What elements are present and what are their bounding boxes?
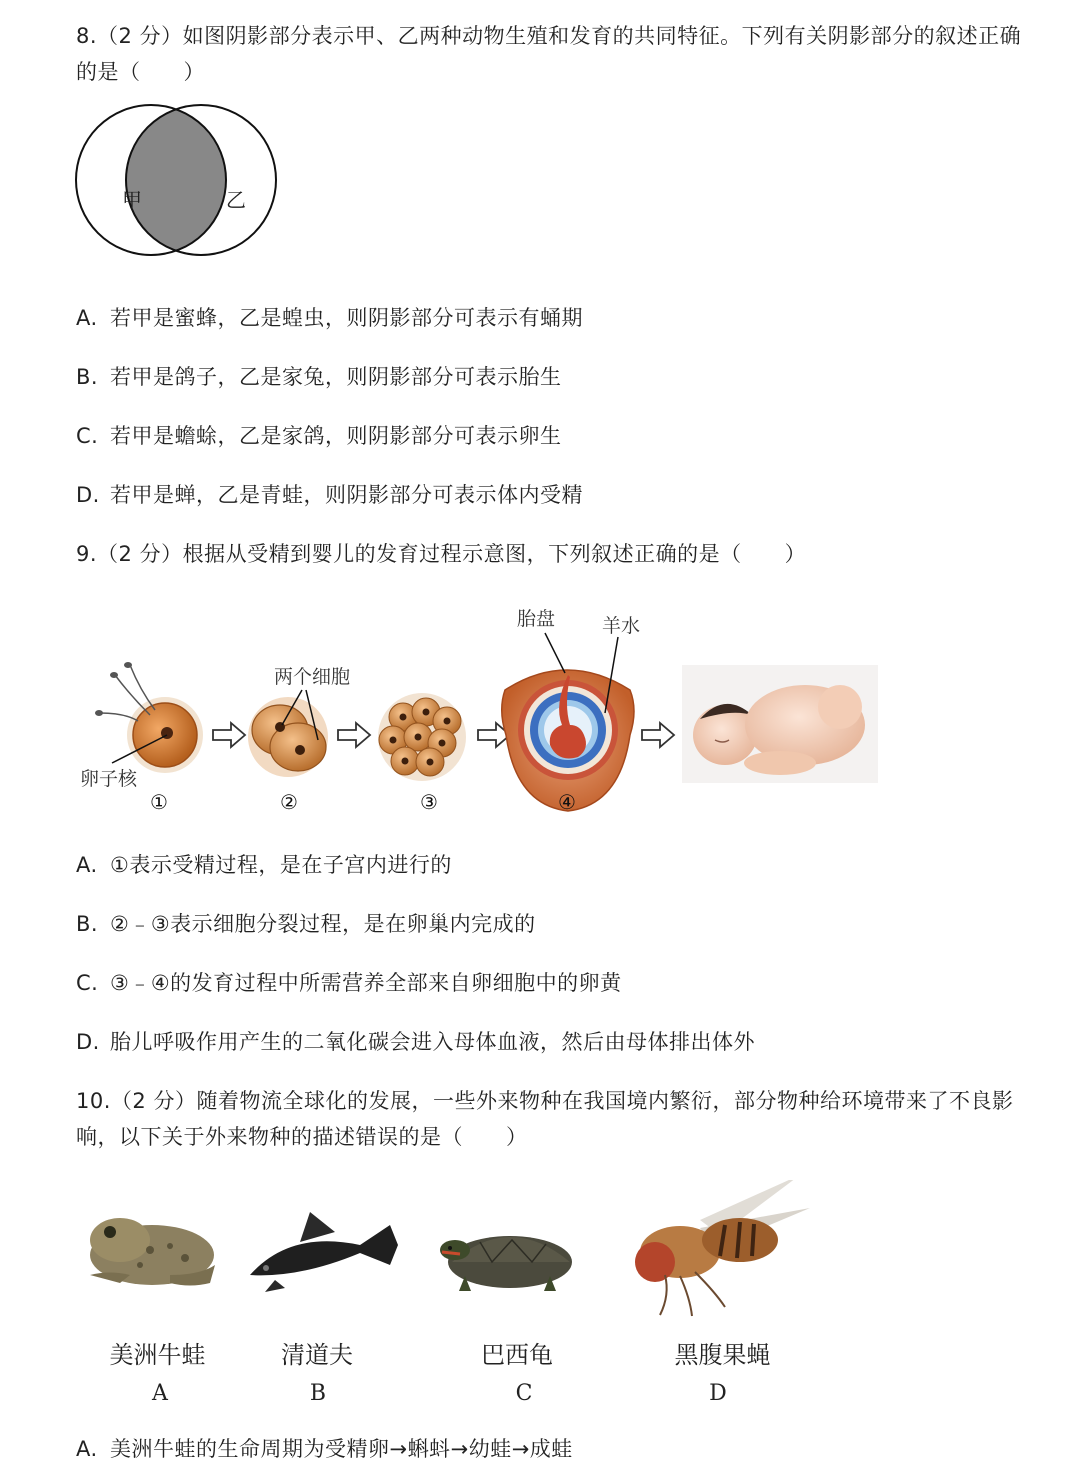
q9-option-d: D. 胎儿呼吸作用产生的二氧化碳会进入母体血液，然后由母体排出体外	[76, 1030, 755, 1054]
q10-stem-line1: 随着物流全球化的发展，一些外来物种在我国境内繁衍，部分物种给环境带来了不良影	[196, 1089, 1014, 1113]
label-two-cells: 两个细胞	[274, 666, 351, 688]
q10-option-a: A. 美洲牛蛙的生命周期为受精卵→蝌蚪→幼蛙→成蛙	[76, 1437, 573, 1461]
q8-number: 8.	[76, 24, 98, 48]
q8-stem-line1: 如图阴影部分表示甲、乙两种动物生殖和发育的共同特征。下列有关阴影部分的叙述正确	[182, 24, 1022, 48]
q9-stem	[76, 536, 1041, 572]
q8-option-b: B. 若甲是鸽子，乙是家兔，则阴影部分可表示胎生	[76, 365, 562, 389]
pleco-fish-image	[250, 1212, 398, 1292]
q10-stem-line2: 响，以下关于外来物种的描述错误的是（ ）	[76, 1125, 528, 1149]
arrow-2	[338, 723, 370, 747]
step-2: ②	[280, 790, 298, 814]
species-images	[70, 1180, 810, 1320]
arrow-1	[213, 723, 245, 747]
fertilized-egg	[95, 662, 203, 773]
species-letter-c: C	[515, 1381, 533, 1406]
step-1: ①	[150, 790, 168, 814]
q8-option-d: D. 若甲是蝉，乙是青蛙，则阴影部分可表示体内受精	[76, 483, 583, 507]
step-3: ③	[420, 790, 438, 814]
q8-option-a: A. 若甲是蜜蜂，乙是蝗虫，则阴影部分可表示有蛹期	[76, 306, 583, 330]
q9-stem-text: 根据从受精到婴儿的发育过程示意图，下列叙述正确的是（ ）	[182, 542, 807, 566]
q9-score: （2 分）	[97, 542, 183, 566]
q8-score: （2 分）	[97, 24, 183, 48]
q9-option-b: B. ②﹣③表示细胞分裂过程，是在卵巢内完成的	[76, 912, 536, 936]
venn-diagram	[70, 95, 290, 265]
label-placenta: 胎盘	[517, 608, 556, 630]
species-name-b: 清道夫	[281, 1341, 353, 1369]
step-4: ④	[558, 790, 576, 814]
development-diagram	[70, 595, 890, 825]
species-name-a: 美洲牛蛙	[109, 1341, 206, 1369]
bullfrog-image	[90, 1218, 215, 1286]
q9-option-c: C. ③﹣④的发育过程中所需营养全部来自卵细胞中的卵黄	[76, 971, 622, 995]
q9-option-a: A. ①表示受精过程，是在子宫内进行的	[76, 853, 452, 877]
venn-label-left: 甲	[122, 188, 142, 212]
venn-label-right: 乙	[226, 188, 246, 212]
q8-stem-line2: 的是（ ）	[76, 60, 205, 84]
turtle-image	[440, 1236, 572, 1291]
species-name-c: 巴西龟	[481, 1341, 553, 1369]
baby-image	[682, 665, 878, 783]
morula	[378, 693, 466, 781]
label-amniotic: 羊水	[602, 615, 641, 637]
species-letter-a: A	[152, 1381, 168, 1406]
fruit-fly-image	[635, 1180, 810, 1316]
species-name-d: 黑腹果蝇	[674, 1341, 771, 1369]
label-nucleus: 卵子核	[80, 768, 138, 790]
q8-stem	[76, 18, 1041, 90]
arrow-4	[642, 723, 674, 747]
q9-number: 9.	[76, 542, 98, 566]
species-letter-d: D	[709, 1381, 727, 1406]
two-cell-embryo	[248, 690, 328, 777]
q10-score: （2 分）	[110, 1089, 197, 1113]
fetus-in-uterus	[502, 633, 634, 811]
species-letter-b: B	[309, 1381, 327, 1406]
q10-number: 10.	[76, 1089, 111, 1113]
q10-stem	[76, 1083, 1041, 1155]
q8-option-c: C. 若甲是蟾蜍，乙是家鸽，则阴影部分可表示卵生	[76, 424, 562, 448]
